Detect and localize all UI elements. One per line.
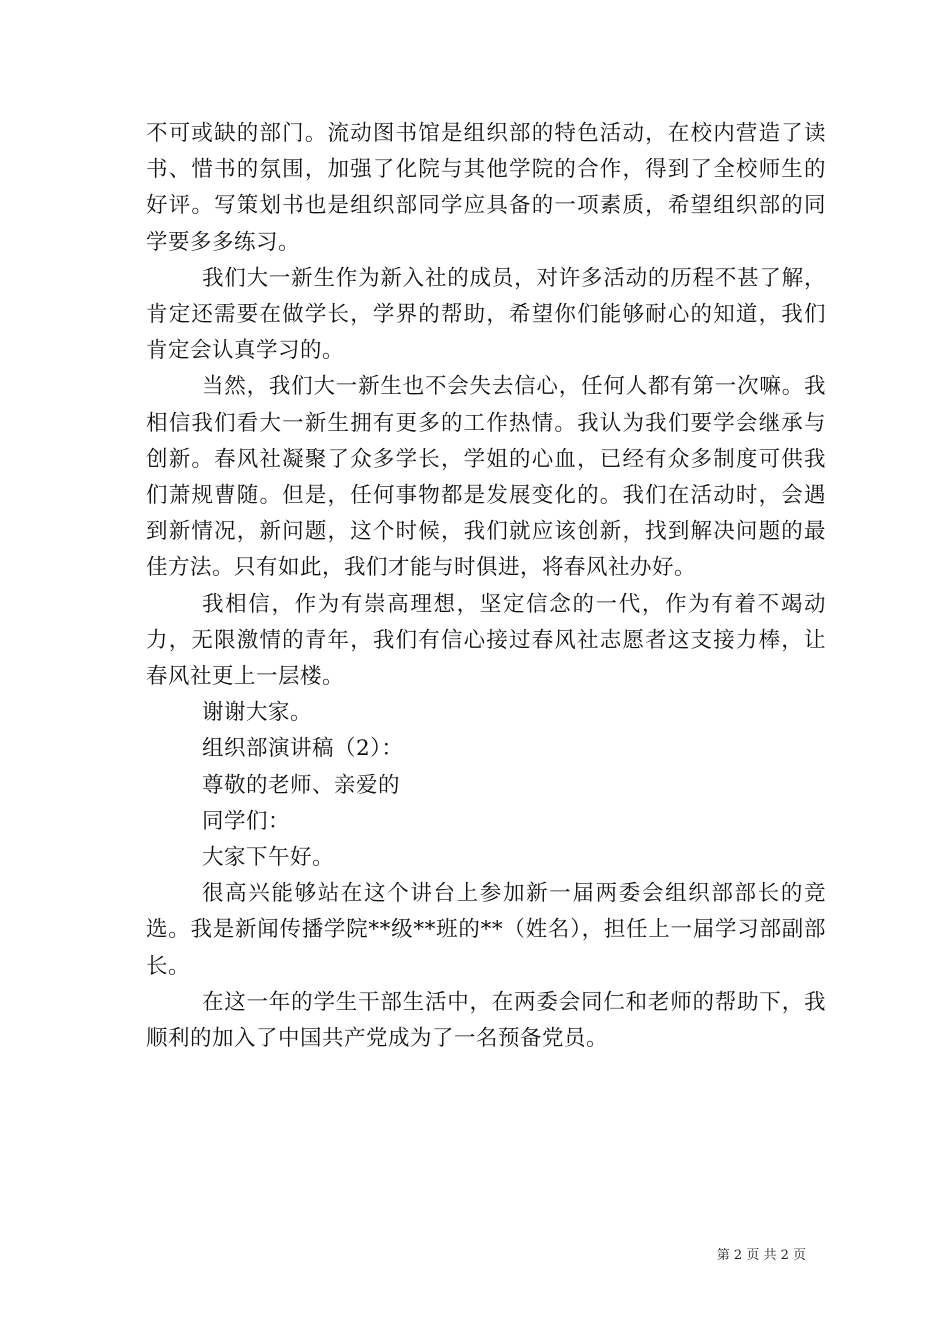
- greeting: 大家下午好。: [202, 845, 335, 871]
- document-body: [146, 116, 826, 1057]
- paragraph-thanks: 谢谢大家。: [202, 700, 313, 726]
- page-number-footer: 第 2 页 共 2 页: [716, 1248, 806, 1263]
- paragraph-4: 我相信，作为有崇高理想，坚定信念的一代，作为有着不竭动力，无限激情的青年，我们有信心接过春风社志愿者这支接力棒，让春风社更上一层楼。: [146, 591, 826, 690]
- paragraph-3: 当然，我们大一新生也不会失去信心，任何人都有第一次嘛。我相信我们看大一新生拥有更多的工作热情。我认为我们要学会继承与创新。春风社凝聚了众多学长，学姐的心血，已经有众多制度可供我们萧规曹随。但是，任何事物都是发展变化的。我们在活动时，会遇到新情况，新问题，这个时候，我们就应该创新，找到解决问题的最佳方法。只有如此，我们才能与时俱进，将春风社办好。: [146, 374, 826, 581]
- paragraph-last: 在这一年的学生干部生活中，在两委会同仁和老师的帮助下，我顺利的加入了中国共产党成为了一名预备党员。: [146, 989, 826, 1052]
- salutation-line-1: 尊敬的老师、亲爱的: [202, 772, 401, 798]
- paragraph-intro: 很高兴能够站在这个讲台上参加新一届两委会组织部部长的竞选。我是新闻传播学院**级**班的**（姓名），担任上一届学习部副部长。: [146, 881, 826, 979]
- paragraph-2: 我们大一新生作为新入社的成员，对许多活动的历程不甚了解，肯定还需要在做学长，学界的帮助，希望你们能够耐心的知道，我们肯定会认真学习的。: [146, 265, 826, 364]
- salutation-line-2: 同学们：: [202, 808, 291, 834]
- paragraph-1: 不可或缺的部门。流动图书馆是组织部的特色活动，在校内营造了读书、惜书的氛围，加强了化院与其他学院的合作，得到了全校师生的好评。写策划书也是组织部同学应具备的一项素质，希望组织部的同学要多多练习。: [146, 121, 826, 255]
- speech-title: 组织部演讲稿（2）：: [202, 736, 404, 762]
